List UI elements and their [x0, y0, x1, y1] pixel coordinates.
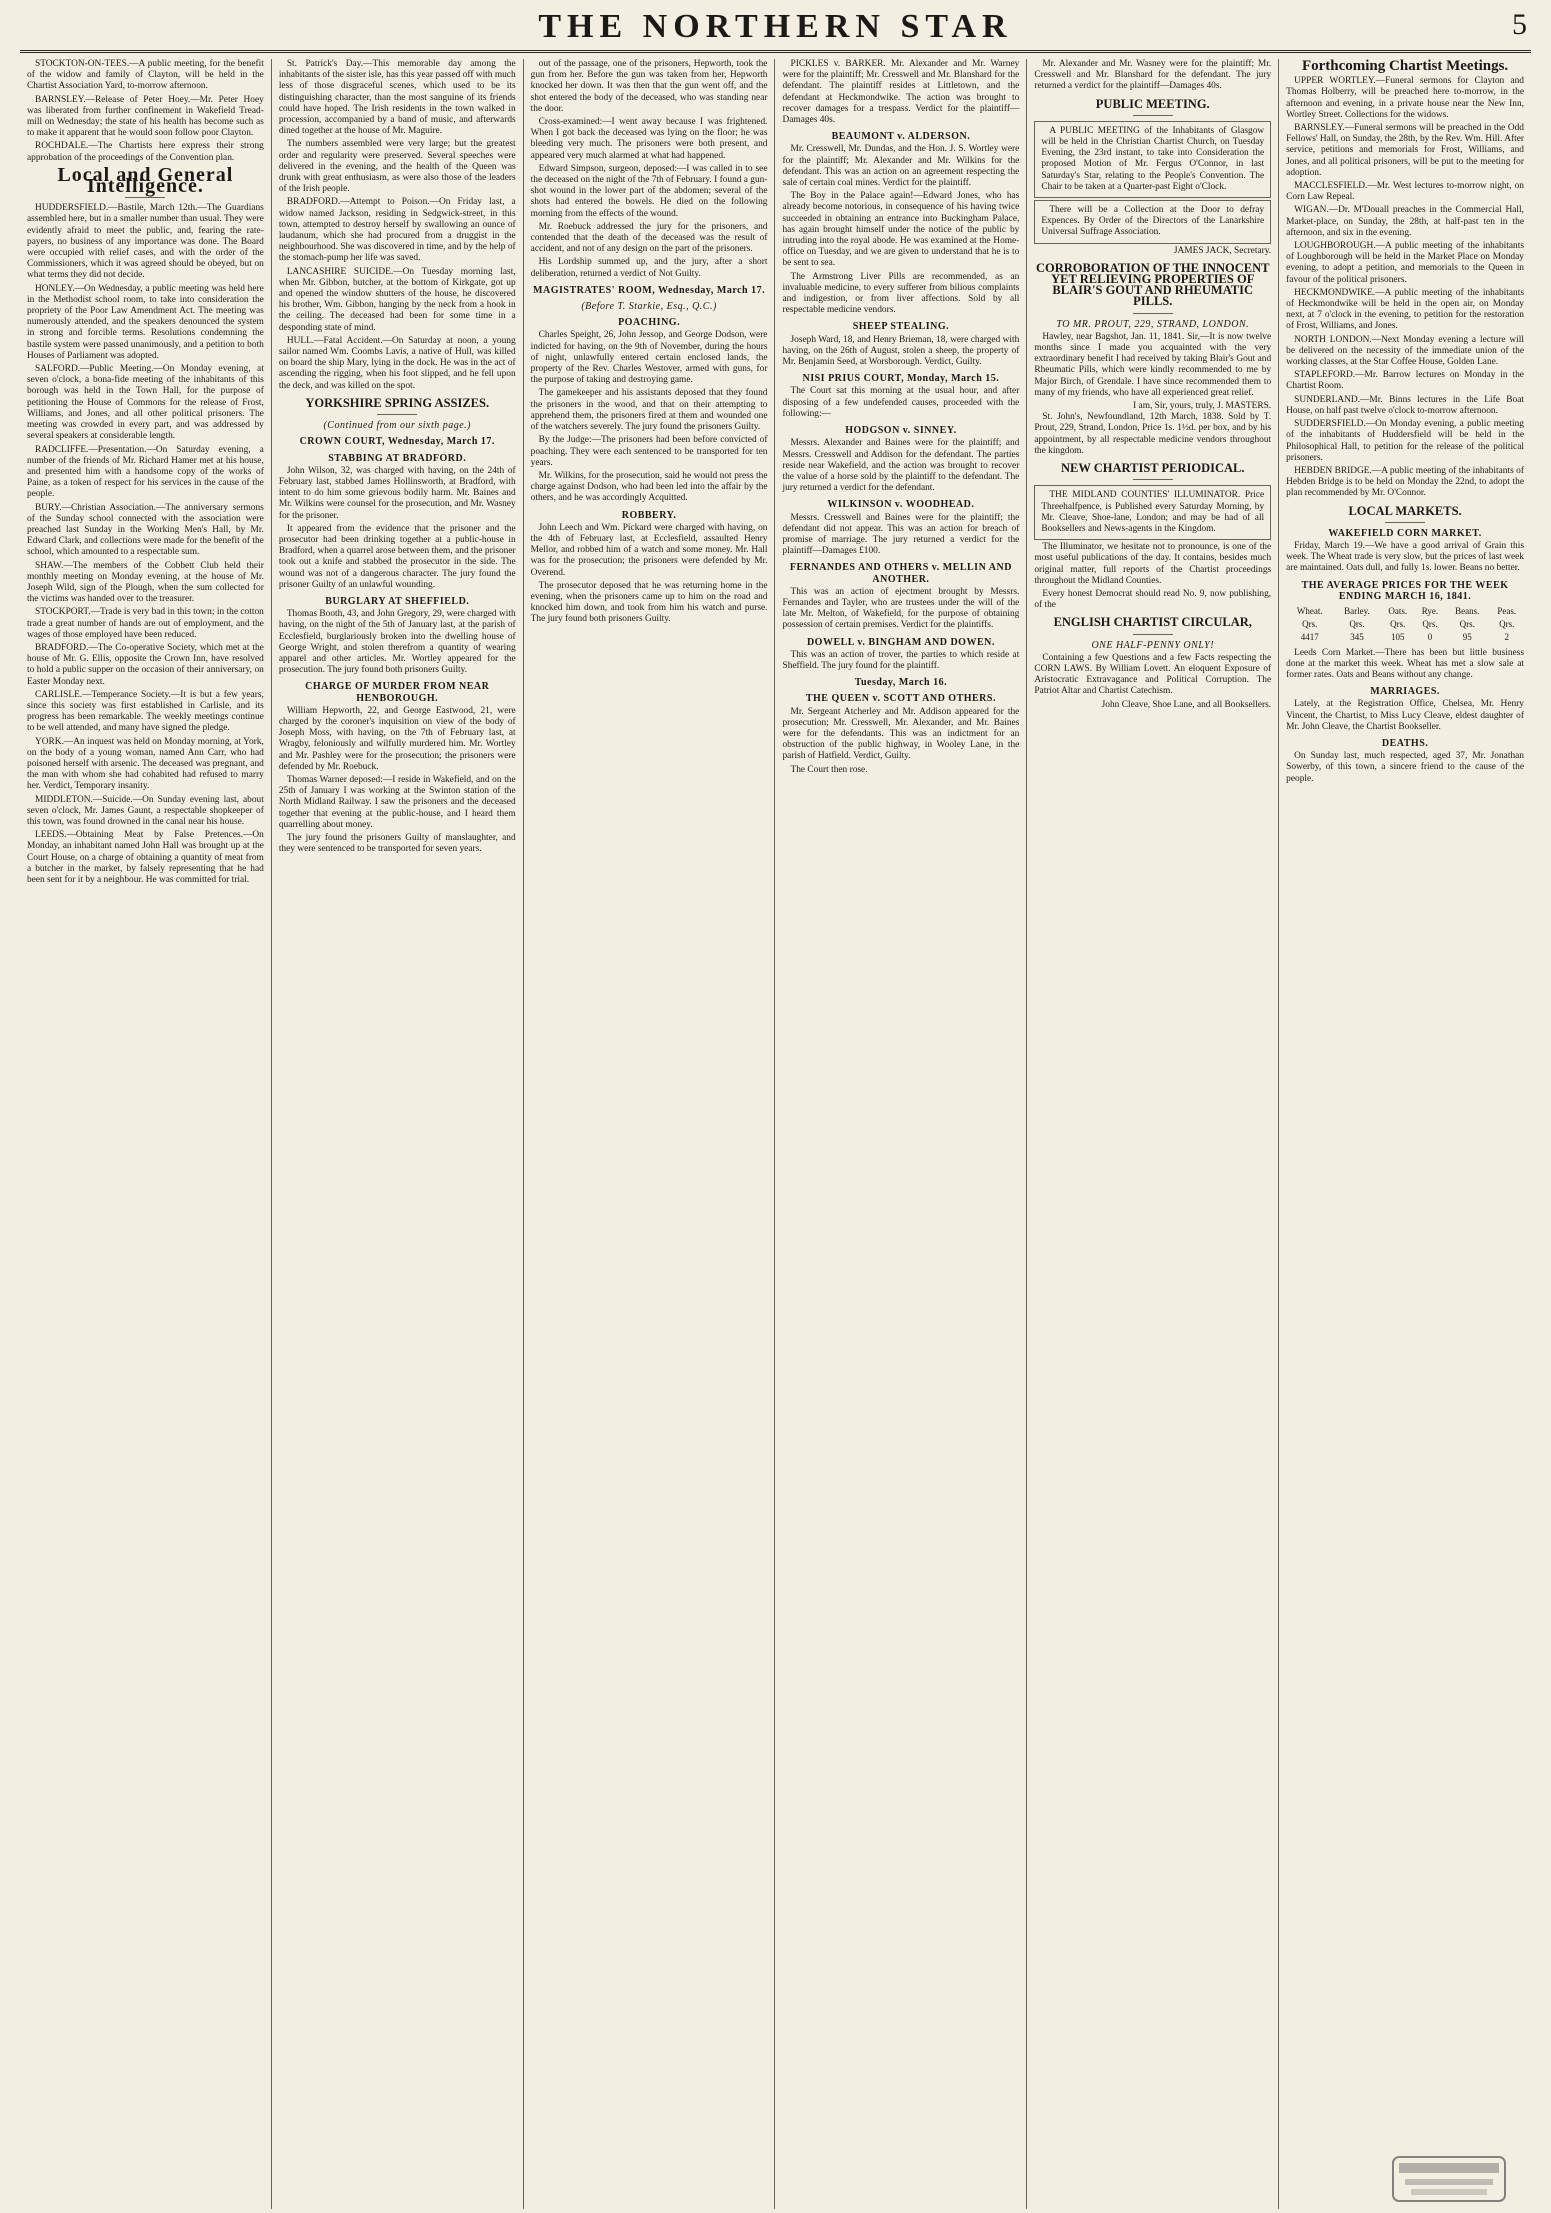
sub-heading: (Continued from our sixth page.) — [323, 420, 472, 432]
price-cell: 0 — [1427, 632, 1433, 643]
price-cell: Wheat. — [1296, 605, 1323, 616]
section-heading: Local and General Intelligence. — [57, 163, 234, 198]
paragraph: His Lordship summed up, and the jury, after a short deliberation, returned a verdict of Not Guilty. — [530, 257, 768, 279]
price-cell: 2 — [1504, 632, 1509, 643]
divider — [1133, 313, 1173, 314]
paragraph: MIDDLETON.—Suicide.—On Sunday evening last, about seven o'clock, Mr. James Gaunt, a respectable shopkeeper of this town, was found drowned in the canal near his house. — [27, 794, 264, 827]
paragraph: Mr. Roebuck addressed the jury for the prisoners, and contended that the death of the deceased was the result of accident, and not of any design on the part of the prisoners. — [530, 221, 768, 255]
price-cell: Beans. — [1455, 605, 1480, 616]
sub-heading: MARRIAGES. — [1370, 686, 1440, 698]
paragraph: HULL.—Fatal Accident.—On Saturday at noon, a young sailor named Wm. Coombs Lavis, a native of Hull, was killed on board the ship Mary, lying in the dock. He was in the act of ascending the rigging, when his foot slipped, and he fell upon the deck, and was killed on the spot. — [278, 335, 516, 391]
article-heading: YORKSHIRE SPRING ASSIZES. — [305, 395, 490, 410]
page-number: 5 — [1512, 8, 1527, 41]
columns-container — [20, 59, 1531, 2209]
paragraph: CARLISLE.—Temperance Society.—It is but a few years, since this society was first established in Carlisle, and its progress has been remarkable. The weekly meetings continue to be well attended, and many have signed the pledge. — [27, 689, 264, 734]
paragraph: STOCKPORT.—Trade is very bad in this town; in the cotton trade a great number of hands are out of employment, and the wages of those employed have been reduced. — [27, 607, 264, 640]
price-table-header — [1286, 605, 1524, 618]
sub-heading: BEAUMONT v. ALDERSON. — [831, 131, 971, 143]
paragraph: STOCKTON-ON-TEES.—A public meeting, for the benefit of the widow and family of Clayton, will be held in the Chartist Association Yard, to-morrow afternoon. — [27, 59, 264, 92]
price-cell: 345 — [1350, 632, 1364, 643]
column-5 — [1027, 59, 1279, 2209]
paragraph: John Leech and Wm. Pickard were charged with having, on the 4th of February last, at Ecclesfield, assaulted Henry Mellor, and robbed him of a watch and some money. Mr. Hall was for the prosecution; the prisoners were defended by Mr. Overend. — [530, 522, 768, 578]
paragraph: St. John's, Newfoundland, 12th March, 1838. Sold by T. Prout, 229, Strand, London, Price 1s. 1½d. per box, and by his appointment, by all respectable medicine vendors throughout the kingdom. — [1034, 412, 1272, 456]
paragraph: Thomas Warner deposed:—I reside in Wakefield, and on the 25th of January I was working at the Swinton station of the North Midland Railway. I saw the prisoners and the deceased together that evening at the public-house, and I heard them quarrelling about money. — [278, 774, 516, 830]
price-cell: 4417 — [1300, 632, 1319, 643]
paragraph: MACCLESFIELD.—Mr. West lectures to-morrow night, on Corn Law Repeal. — [1286, 181, 1524, 203]
paragraph: BRADFORD.—Attempt to Poison.—On Friday last, a widow named Jackson, residing in Sedgwick-street, in this town, attempted to destroy herself by swallowing an ounce of laudanum, which she had procured from a druggist in the neighbourhood. She was discovered in time, and by the help of the stomach-pump her life was saved. — [278, 197, 516, 264]
newspaper-title: THE NORTHERN STAR — [538, 8, 1013, 45]
paragraph: By the Judge:—The prisoners had been before convicted of poaching. They were each sentenced to be transported for ten years. — [530, 435, 768, 468]
price-table — [1286, 605, 1524, 645]
paragraph: The prosecutor deposed that he was returning home in the evening, when the prisoners came up to him on the road and knocked him down, and took from him his watch and purse. The jury found both prisoners Guilty. — [530, 580, 768, 625]
masthead — [20, 0, 1531, 53]
sub-heading: THE AVERAGE PRICES FOR THE WEEK ENDING MARCH 16, 1841. — [1301, 579, 1509, 602]
signature: I am, Sir, yours, truly, J. MASTERS. — [1133, 401, 1272, 412]
sub-heading: BURGLARY AT SHEFFIELD. — [325, 595, 470, 607]
paragraph: The Illuminator, we hesitate not to pronounce, is one of the most useful publications of the day. It contains, besides much original matter, full reports of the Chartist proceedings throughout the Midland Counties. — [1034, 542, 1272, 586]
sub-heading: DOWELL v. BINGHAM AND DOWEN. — [806, 636, 995, 648]
article-heading: PUBLIC MEETING. — [1095, 96, 1210, 111]
sub-heading: STABBING AT BRADFORD. — [328, 452, 467, 464]
paragraph: John Wilson, 32, was charged with having, on the 24th of February last, stabbed James Hollinsworth, at Bradford, with intent to do him some grievous bodily harm. Mr. Baines and Mr. Wilkins were counsel for the prosecution, and Mr. Wasney for the prisoner. — [278, 465, 516, 521]
paragraph: The jury found the prisoners Guilty of manslaughter, and they were sentenced to be transported for seven years. — [278, 833, 516, 855]
paragraph: Friday, March 19.—We have a good arrival of Grain this week. The Wheat trade is very slow, but the prices of last week are maintained. Oats dull, and fully 1s. lower. Beans no better. — [1286, 540, 1524, 574]
sub-heading: POACHING. — [618, 317, 681, 329]
sub-heading: MAGISTRATES' ROOM, Wednesday, March 17. — [533, 284, 766, 296]
paragraph: NORTH LONDON.—Next Monday evening a lecture will be delivered on the necessity of the immediate union of the working classes, at the Star Coffee House, Golden Lane. — [1286, 334, 1524, 368]
paragraph: William Hepworth, 22, and George Eastwood, 21, were charged by the coroner's inquisition on view of the body of Joseph Moss, with having, on the 7th of February last, at Wragby, feloniously and wilfully murdered him. Mr. Wortley and Mr. Pashley were for the prosecution; the prisoners were defended by Mr. Roebuck. — [278, 705, 516, 772]
paragraph: Containing a few Questions and a few Facts respecting the CORN LAWS. By William Lovett. An eloquent Exposure of Aristocratic Extravagance and Political Corruption. The Patriot Altar and Chartist Catechism. — [1034, 652, 1272, 697]
paragraph: SUNDERLAND.—Mr. Binns lectures in the Life Boat House, on half past twelve o'clock to-morrow afternoon. — [1286, 394, 1524, 416]
paragraph: SUDDERSFIELD.—On Monday evening, a public meeting of the inhabitants of Huddersfield will be held in the Philosophical Hall, to petition for the release of the political prisoners. — [1286, 419, 1524, 463]
paragraph: Messrs. Alexander and Baines were for the plaintiff; and Messrs. Cresswell and Addison for the defendant. The parties reside near Wakefield, and the action was brought to recover the value of a horse sold by the plaintiff to the defendant. The jury returned a verdict for the defendant. — [782, 438, 1020, 494]
paragraph: HUDDERSFIELD.—Bastile, March 12th.—The Guardians assembled here, but in a smaller number than usual. They were evidently afraid to meet the public, and, fearing the rate-payers, no business of any importance was done. The Board were occupied with relief cases, and with the order of the Commissioners, which it was agreed should be obeyed, but on what terms they did not decide. — [27, 203, 264, 281]
divider — [125, 197, 165, 198]
paragraph: The Boy in the Palace again!—Edward Jones, who has already become notorious, in consequence of his having twice succeeded in obtaining an entrance into Buckingham Palace, has again brought himself under the notice of the public by intruding into the royal abode. He was examined at the Home-office on Tuesday, and we are given to understand that he is to be sent to sea. — [782, 191, 1020, 269]
divider — [1385, 522, 1425, 523]
paragraph: BARNSLEY.—Funeral sermons will be preached in the Odd Fellows' Hall, on Sunday, the 28th, by the Rev. Wm. Hill. After service, petitions and memorials for Frost, Williams, and Jones, and all political prisoners, will be put to the meeting for adoption. — [1286, 123, 1524, 178]
paragraph: This was an action of ejectment brought by Messrs. Fernandes and Tayler, who are trustees under the will of the late Mr. Melton, of Wakefield, for the purpose of obtaining possession of certain premises. Verdict for the plaintiffs. — [782, 586, 1020, 631]
paragraph: Messrs. Cresswell and Baines were for the plaintiff; the defendant did not appear. This was an action for breach of promise of marriage. The jury returned a verdict for the plaintiff—Damages £100. — [782, 512, 1020, 557]
sub-heading: TO MR. PROUT, 229, STRAND, LONDON. — [1056, 318, 1250, 330]
paragraph: Every honest Democrat should read No. 9, now publishing, of the — [1034, 588, 1272, 611]
column-6 — [1279, 59, 1531, 2209]
sub-heading: THE QUEEN v. SCOTT AND OTHERS. — [805, 693, 996, 705]
divider — [377, 414, 417, 415]
signature: John Cleave, Shoe Lane, and all Booksellers. — [1101, 699, 1272, 710]
article-heading: LOCAL MARKETS. — [1348, 503, 1462, 518]
divider — [1133, 479, 1173, 480]
paragraph: LEEDS.—Obtaining Meat by False Pretences.—On Monday, an inhabitant named John Hall was brought up at the Court House, on a charge of obtaining a quantity of meat from a butcher in the market, by falsely representing that he had been sent for it by a neighbour. He was committed for trial. — [27, 830, 264, 886]
paragraph: This was an action of trover, the parties to which reside at Sheffield. The jury found for the plaintiff. — [782, 649, 1020, 671]
paragraph: Thomas Booth, 43, and John Gregory, 29, were charged with having, on the night of the 5th of January last, at the parish of Ecclesfield, burglariously broken into the dwelling house of George Wright, and stolen therefrom a quantity of wearing apparel and other articles. Mr. Wortley appeared for the prosecution. The jury found both prisoners Guilty. — [278, 609, 516, 676]
paragraph: Mr. Sergeant Atcherley and Mr. Addison appeared for the prosecution; Mr. Cresswell, Mr. Alexander, and Mr. Baines were for the defendants. This was an indictment for an obstruction of the public highway, in Wooley Lane, in the parish of Hatfield. Verdict, Guilty. — [782, 706, 1020, 762]
price-cell: Qrs. — [1499, 619, 1515, 630]
paragraph: HONLEY.—On Wednesday, a public meeting was held here in the Methodist school room, to take into consideration the propriety of the Poor Law Amendment Act. The meeting was numerously attended, and the speakers denounced the system in strong and forcible terms. Resolutions condemning the bastile system were passed unanimously, and a petition to both Houses of Parliament was adopted. — [27, 283, 264, 361]
column-2 — [272, 59, 524, 2209]
notice-paragraph: A PUBLIC MEETING of the Inhabitants of Glasgow will be held in the Christian Chartist Church, on Tuesday Evening, the 23rd instant, to take into Consideration the proposed Motion of Mr. Fergus O'Connor, in last Saturday's Star, relating to the People's Convention. The Chair to be taken at a Quarter-past Eight o'Clock. — [1034, 121, 1271, 198]
paragraph: Mr. Alexander and Mr. Wasney were for the plaintiff; Mr. Cresswell and Mr. Blanshard for the defendant. The jury returned a verdict for the plaintiff—Damages 40s. — [1034, 59, 1272, 92]
paragraph: On Sunday last, much respected, aged 37, Mr. Jonathan Sowerby, of this town, a sincere friend to the cause of the people. — [1286, 751, 1524, 784]
paragraph: RADCLIFFE.—Presentation.—On Saturday evening, a number of the friends of Mr. Richard Hamer met at his house, and presented him with a handsome copy of the works of Paine, as a token of respect for his services in the cause of the people. — [27, 444, 264, 500]
price-cell: Oats. — [1388, 605, 1408, 616]
sub-heading: (Before T. Starkie, Esq., Q.C.) — [581, 301, 717, 313]
sub-heading: WAKEFIELD CORN MARKET. — [1328, 527, 1482, 539]
paragraph: Cross-examined:—I went away because I was frightened. When I got back the deceased was lying on the floor; he was bleeding very much. The prisoners were both present, and appeared very much alarmed at what had happened. — [530, 117, 768, 161]
paragraph: Edward Simpson, surgeon, deposed:—I was called in to see the deceased on the night of the 7th of February. I found a gun-shot wound in the lower part of the abdomen; several of the shots had entered the bowels. He died on the following morning from the effects of the wound. — [530, 163, 768, 219]
paragraph: The numbers assembled were very large; but the greatest order and regularity were preserved. Several speeches were delivered in the evening, and the health of the Queen was drunk with great enthusiasm, as were also those of the leaders of the Irish people. — [278, 139, 516, 195]
divider — [1133, 115, 1173, 116]
paragraph: STAPLEFORD.—Mr. Barrow lectures on Monday in the Chartist Room. — [1286, 370, 1524, 392]
sub-heading: ROBBERY. — [621, 509, 677, 521]
price-table-row — [1286, 631, 1524, 644]
column-3 — [524, 59, 776, 2209]
paragraph: LOUGHBOROUGH.—A public meeting of the inhabitants of Loughborough will be held in the Market Place on Monday evening, to adopt a petition, and memorials to the Queen in favour of the political prisoners. — [1286, 241, 1524, 285]
paragraph: Charles Speight, 26, John Jessop, and George Dodson, were indicted for having, on the 9th of November, during the hours of night, unlawfully entered certain enclosed lands, the property of the Rev. Charles Westover, armed with guns, for the purpose of taking and destroying game. — [530, 330, 768, 386]
paragraph: WIGAN.—Dr. M'Douall preaches in the Commercial Hall, Market-place, on Sunday, the 28th, at half-past ten in the afternoon, and six in the evening. — [1286, 205, 1524, 238]
paragraph: The Court sat this morning at the usual hour, and after disposing of a few undefended causes, proceeded with the following:— — [782, 386, 1020, 419]
column-4 — [775, 59, 1027, 2209]
sub-heading: HODGSON v. SINNEY. — [845, 425, 957, 437]
paragraph: HECKMONDWIKE.—A public meeting of the inhabitants of Heckmondwike will be held in the open air, on Monday next, at 7 o'clock in the evening, to petition for the restoration of Frost, Williams, and Jones. — [1286, 287, 1524, 332]
paragraph: LANCASHIRE SUICIDE.—On Tuesday morning last, when Mr. Gibbon, butcher, at the bottom of Kirkgate, got up and opened the window shutters of the house, he discovered his brother, Wm. Gibbon, hanging by the neck from a hook in the ceiling. The deceased had been for some time in a desponding state of mind. — [278, 266, 516, 333]
price-cell: Barley. — [1344, 605, 1370, 616]
paragraph: out of the passage, one of the prisoners, Hepworth, took the gun from her. Before the gun was taken from her, Hepworth knocked her down. It was then that the gun went off, and the shot entered the body of the deceased, who was standing near the door. — [530, 59, 768, 114]
notice-paragraph: There will be a Collection at the Door to defray Expences. By Order of the Directors of the Lanarkshire Universal Suffrage Association. — [1034, 200, 1271, 244]
paragraph: St. Patrick's Day.—This memorable day among the inhabitants of the sister isle, has this year passed off with much less of those disgraceful scenes, which used to be its distinguishing character, than the most sanguine of its friends could have hoped. The Irish residents in the town walked in procession, accompanied by a band of music, and afterwards dined together at the house of Mr. Maguire. — [278, 59, 516, 137]
price-cell: Qrs. — [1459, 619, 1475, 630]
article-heading: NEW CHARTIST PERIODICAL. — [1060, 461, 1245, 476]
paragraph: Mr. Wilkins, for the prosecution, said he would not press the charge against Dodson, who had been led into the affair by the others, and he was accordingly Acquitted. — [530, 470, 768, 504]
price-cell: Peas. — [1497, 605, 1517, 616]
paragraph: The Court then rose. — [790, 764, 868, 775]
sub-heading: CROWN COURT, Wednesday, March 17. — [299, 436, 495, 448]
paragraph: The gamekeeper and his assistants deposed that they found the prisoners in the wood, and that on their attempting to apprehend them, the prisoners fired at them and wounded one of the watchers severely. The jury found the prisoners Guilty. — [530, 388, 768, 433]
paragraph: YORK.—An inquest was held on Monday morning, at York, on the body of a young woman, named Ann Carr, who had poisoned herself with arsenic. The deceased was pregnant, and the man with whom she had cohabited had refused to marry her. Verdict, Temporary insanity. — [27, 736, 264, 792]
paragraph: Mr. Cresswell, Mr. Dundas, and the Hon. J. S. Wortley were for the plaintiff; Mr. Alexander and Mr. Wilkins for the defendant. This was an action on an agreement respecting the sale of certain coal mines. Verdict for the plaintiff. — [782, 144, 1020, 189]
library-stamp-icon — [1391, 2155, 1507, 2203]
paragraph: Leeds Corn Market.—There has been but little business done at the market this week. Wheat has met a slow sale at former rates. Oats and Beans without any change. — [1286, 647, 1524, 680]
paragraph: Joseph Ward, 18, and Henry Brieman, 18, were charged with having, on the 26th of August, stolen a sheep, the property of Mr. Benjamin Seed, at Worsborough. Verdict, Guilty. — [782, 334, 1020, 368]
paragraph: BRADFORD.—The Co-operative Society, which met at the house of Mr. G. Ellis, opposite the Crown Inn, have resolved to hold a public supper on the occasion of their anniversary, on Easter Monday next. — [27, 642, 264, 687]
price-cell: Qrs. — [1302, 619, 1318, 630]
price-cell: Qrs. — [1390, 619, 1406, 630]
section-heading: Forthcoming Chartist Meetings. — [1301, 59, 1509, 74]
sub-heading: NISI PRIUS COURT, Monday, March 15. — [802, 373, 1000, 385]
price-cell: Qrs. — [1349, 619, 1365, 630]
paragraph: SALFORD.—Public Meeting.—On Monday evening, at seven o'clock, a bona-fide meeting of the inhabitants of this borough was held in the Town Hall, for the purpose of petitioning the House of Commons for the release of Frost, Williams, and Jones, and all other political prisoners. The meeting was crowded in every part, and was addressed by several speakers at considerable length. — [27, 364, 264, 442]
paragraph: It appeared from the evidence that the prisoner and the prosecutor had been drinking together at a public-house in Bradford, when a quarrel arose between them, and the prisoner took out a knife and stabbed the prosecutor in the side. The wound was not of a dangerous character. The jury found the prisoner Guilty of an unlawful wounding. — [278, 523, 516, 590]
price-cell: 95 — [1462, 632, 1472, 643]
divider — [1133, 634, 1173, 635]
sub-heading: SHEEP STEALING. — [852, 321, 950, 333]
price-cell: Rye. — [1421, 605, 1439, 616]
paragraph: BARNSLEY.—Release of Peter Hoey.—Mr. Peter Hoey was liberated from further confinement in Wakefield Tread-mill on Wednesday; the state of his health has become such as to make it apparent that he would soon follow poor Clayton. — [27, 94, 264, 139]
article-heading: CORROBORATION OF THE INNOCENT YET RELIEVING PROPERTIES OF BLAIR'S GOUT AND RHEUMATIC PILLS. — [1036, 260, 1270, 309]
paragraph: ROCHDALE.—The Chartists here express their strong approbation of the proceedings of the Convention plan. — [27, 141, 264, 163]
sub-heading: CHARGE OF MURDER FROM NEAR HENBOROUGH. — [305, 681, 490, 704]
price-cell: 105 — [1390, 632, 1405, 643]
sub-heading: WILKINSON v. WOODHEAD. — [827, 499, 975, 511]
sub-heading: FERNANDES AND OTHERS v. MELLIN AND ANOTHER. — [789, 562, 1012, 585]
paragraph: The Armstrong Liver Pills are recommended, as an invaluable medicine, to every sufferer from bilious complaints and indigestion, or from liver affections. Sold by all respectable medicine vendors. — [782, 271, 1020, 316]
sub-heading: DEATHS. — [1381, 737, 1429, 749]
notice-paragraph: THE MIDLAND COUNTIES' ILLUMINATOR. Price Threehalfpence, is Published every Saturday Morning, by Mr. Cleave, Shoe-lane, London; and may be had of all Booksellers and News-agents in the Kingdom. — [1034, 485, 1271, 540]
sub-heading: ONE HALF-PENNY ONLY! — [1091, 639, 1215, 651]
signature: JAMES JACK, Secretary. — [1173, 245, 1272, 256]
paragraph: PICKLES v. BARKER. Mr. Alexander and Mr. Warney were for the plaintiff; Mr. Cresswell and Mr. Blanshard for the defendant. The plaintiff resides at Littletown, and the defendant at Heckmondwike. The action was brought to recover damages for a trespass. Verdict for the plaintiff—Damages 40s. — [782, 59, 1020, 126]
column-1 — [20, 59, 272, 2209]
sub-heading: Tuesday, March 16. — [854, 677, 948, 689]
paragraph: BURY.—Christian Association.—The anniversary sermons of the Sunday school connected with the association were preached last Sunday in the Working Men's Hall, by Mr. Edward Clark, and collections were made for the benefit of the school, which amounted to a respectable sum. — [27, 502, 264, 558]
article-heading: ENGLISH CHARTIST CIRCULAR, — [1053, 615, 1252, 630]
price-cell: Qrs. — [1422, 619, 1438, 630]
paragraph: Hawley, near Bagshot, Jan. 11, 1841. Sir,—It is now twelve months since I made you acquainted with the very extraordinary benefit I had received by taking Blair's Gout and Rheumatic Pills, which were kindly recommended to me by Major Birch, of Grendale. I have since recommended them to many of my friends, who have all experienced great relief. — [1034, 331, 1272, 398]
paragraph: UPPER WORTLEY.—Funeral sermons for Clayton and Thomas Holberry, will be preached here to-morrow, in the afternoon and evening, in a private house near the New Inn, Wortley Street. Collections for the widows. — [1286, 76, 1524, 120]
paragraph: SHAW.—The members of the Cobbett Club held their monthly meeting on Monday evening, at the house of Mr. Joseph Wild, sign of the Plough, when the sum collected for the victims was handed over to the treasurer. — [27, 560, 264, 605]
paragraph: HEBDEN BRIDGE.—A public meeting of the inhabitants of Hebden Bridge is to be held on Monday the 22nd, to adopt the plan recommended by Mr. O'Connor. — [1286, 465, 1524, 499]
paragraph: Lately, at the Registration Office, Chelsea, Mr. Henry Vincent, the Chartist, to Miss Lucy Cleave, eldest daughter of Mr. John Cleave, the Chartist Bookseller. — [1286, 699, 1524, 732]
price-table-row — [1286, 618, 1524, 631]
